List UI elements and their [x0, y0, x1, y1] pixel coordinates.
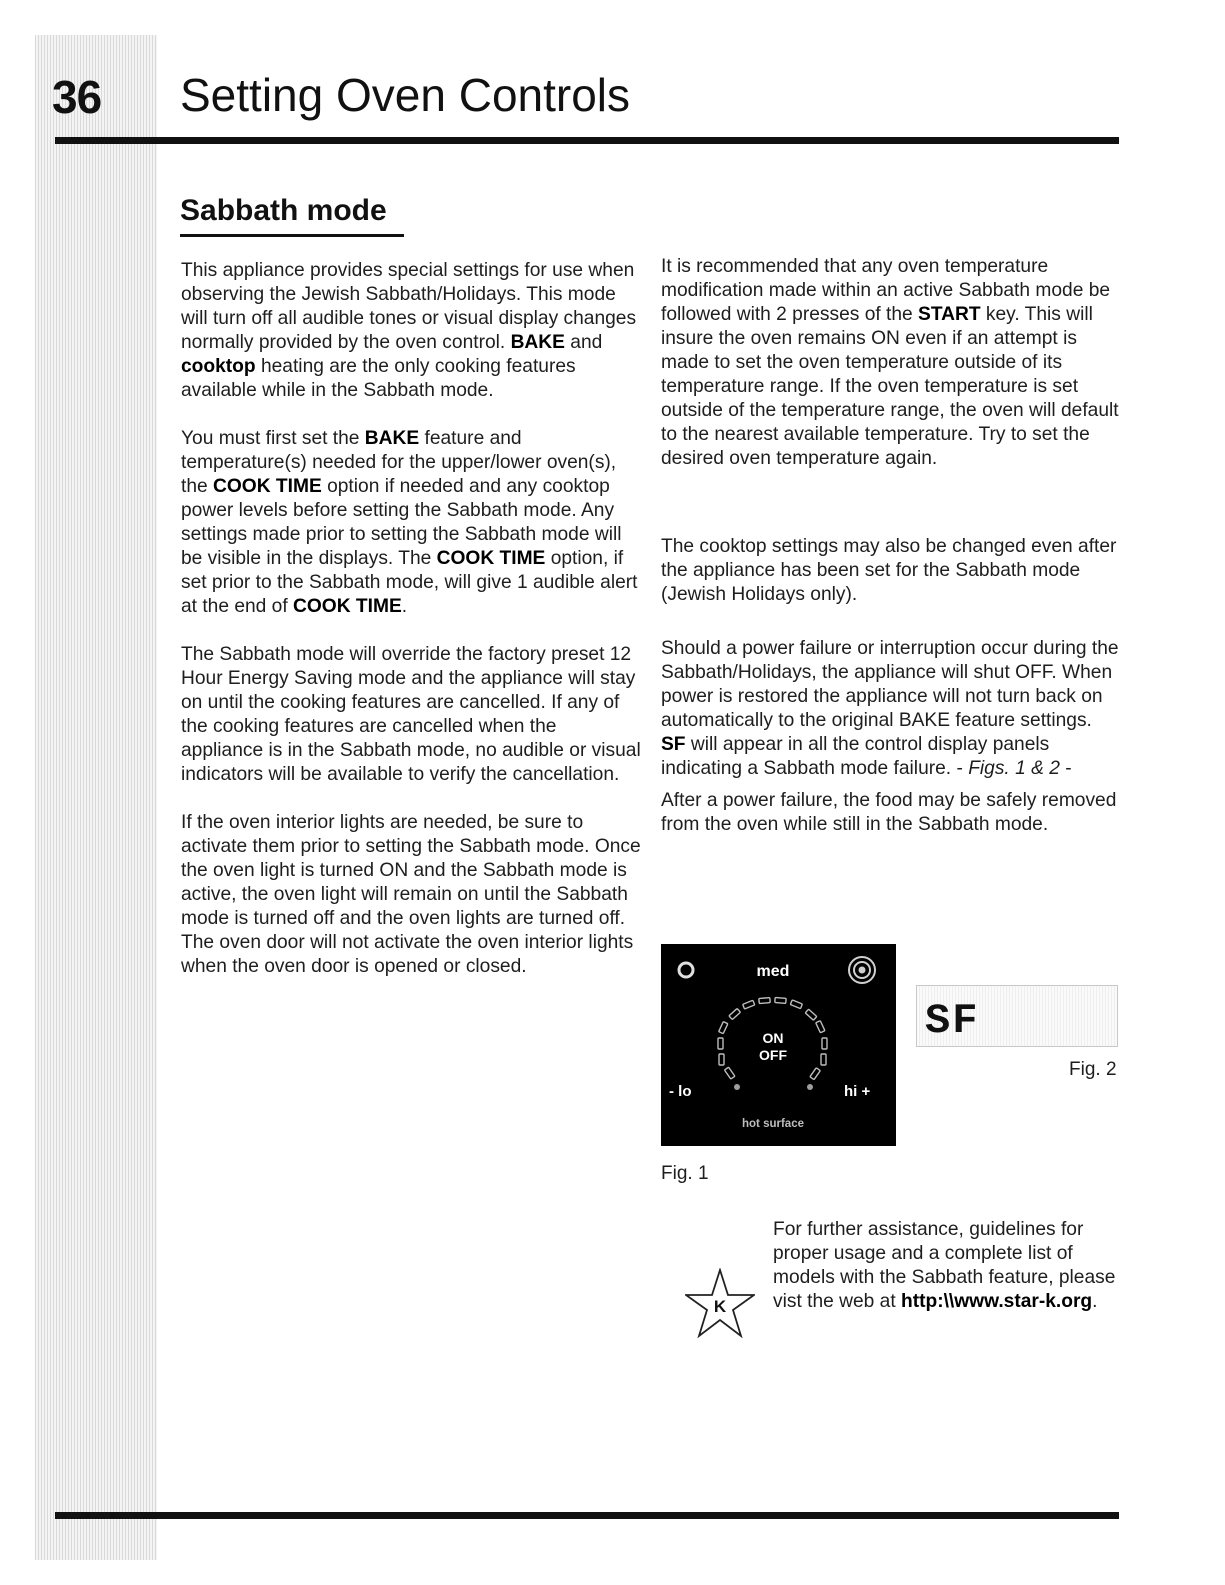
on-label: ON	[762, 1030, 784, 1046]
paragraph: This appliance provides special settings for use when observing the Jewish Sabbath/Holidays. This mode will turn off all audible tones or visual display changes normally provided by the oven control. BAKE and cooktop heating are the only cooking features available while in the Sabbath mode.	[181, 260, 637, 401]
right-column	[661, 255, 1119, 837]
indicator-light-icon	[679, 963, 693, 977]
hi-label: hi +	[844, 1083, 871, 1100]
paragraph: The Sabbath mode will override the factory preset 12 Hour Energy Saving mode and the appliance will stay on until the cooking features are cancelled. If any of the cooking features are cancelled when the appliance is in the Sabbath mode, no audible or visual indicators will be available to verify the cancellation.	[181, 644, 641, 785]
star-k-info: For further assistance, guidelines for proper usage and a complete list of models with the Sabbath feature, please vist the web at http:\\www.star-k.org.	[773, 1219, 1116, 1312]
page-title: Setting Oven Controls	[180, 69, 631, 121]
control-panel-graphic	[661, 944, 896, 1146]
hi-dot-icon	[807, 1084, 813, 1090]
lo-dot-icon	[734, 1084, 740, 1090]
paragraph: You must first set the BAKE feature and temperature(s) needed for the upper/lower oven(s), the COOK TIME option if needed and any cooktop power levels before setting the Sabbath mode. Any settings made prior to setting the Sabbath mode will be visible in the displays. The COOK TIME option, if set prior to the Sabbath mode, will give 1 audible alert at the end of COOK TIME.	[181, 428, 638, 617]
hot-surface-label: hot surface	[742, 1118, 804, 1130]
lo-label: - lo	[669, 1083, 692, 1100]
star-k-logo-icon	[685, 1268, 755, 1344]
figure-1-label: Fig. 1	[661, 1163, 709, 1184]
star-k-letter: K	[713, 1297, 727, 1316]
off-label: OFF	[759, 1047, 787, 1063]
section-underline	[180, 234, 404, 237]
med-label: med	[756, 963, 790, 980]
page-number: 36	[52, 71, 102, 123]
side-band	[35, 35, 157, 1560]
bottom-rule	[55, 1512, 1119, 1519]
section-title: Sabbath mode	[180, 194, 387, 227]
target-icon	[849, 957, 875, 983]
sf-display-text: SF	[925, 997, 980, 1045]
paragraph: Should a power failure or interruption occur during the Sabbath/Holidays, the appliance will shut OFF. When power is restored the appliance will not turn back on automatically to the original BAKE feature settings. SF will appear in all the control display panels indicating a Sabbath mode failure. - Figs. 1 & 2 -	[661, 638, 1119, 779]
paragraph: The cooktop settings may also be changed even after the appliance has been set for the Sabbath mode (Jewish Holidays only).	[661, 536, 1117, 605]
left-column	[181, 259, 641, 979]
figure-2-label: Fig. 2	[1069, 1059, 1117, 1080]
sf-display-graphic	[917, 986, 1117, 1046]
paragraph: If the oven interior lights are needed, be sure to activate them prior to setting the Sabbath mode. Once the oven light is turned ON and the Sabbath mode is active, the oven light will remain on until the Sabbath mode is turned off and the oven lights are turned off. The oven door will not activate the oven interior lights when the oven door is opened or closed.	[181, 812, 641, 977]
star-k-link[interactable]: http:\\www.star-k.org	[900, 1291, 1093, 1312]
paragraph: It is recommended that any oven temperature modification made within an active Sabbath mode be followed with 2 presses of the START key. This will insure the oven remains ON even if an attempt is made to set the oven temperature outside of its temperature range. If the oven temperature is set outside of the temperature range, the oven will default to the nearest available temperature. Try to set the desired oven temperature again.	[661, 256, 1119, 469]
figure-1-control-panel	[661, 944, 896, 1146]
paragraph: After a power failure, the food may be safely removed from the oven while still in the Sabbath mode.	[661, 790, 1117, 835]
figure-2-display	[916, 985, 1118, 1047]
info-text: For further assistance, guidelines for proper usage and a complete list of models with the Sabbath feature, please vist the web at	[773, 1219, 1116, 1312]
top-rule	[55, 137, 1119, 144]
